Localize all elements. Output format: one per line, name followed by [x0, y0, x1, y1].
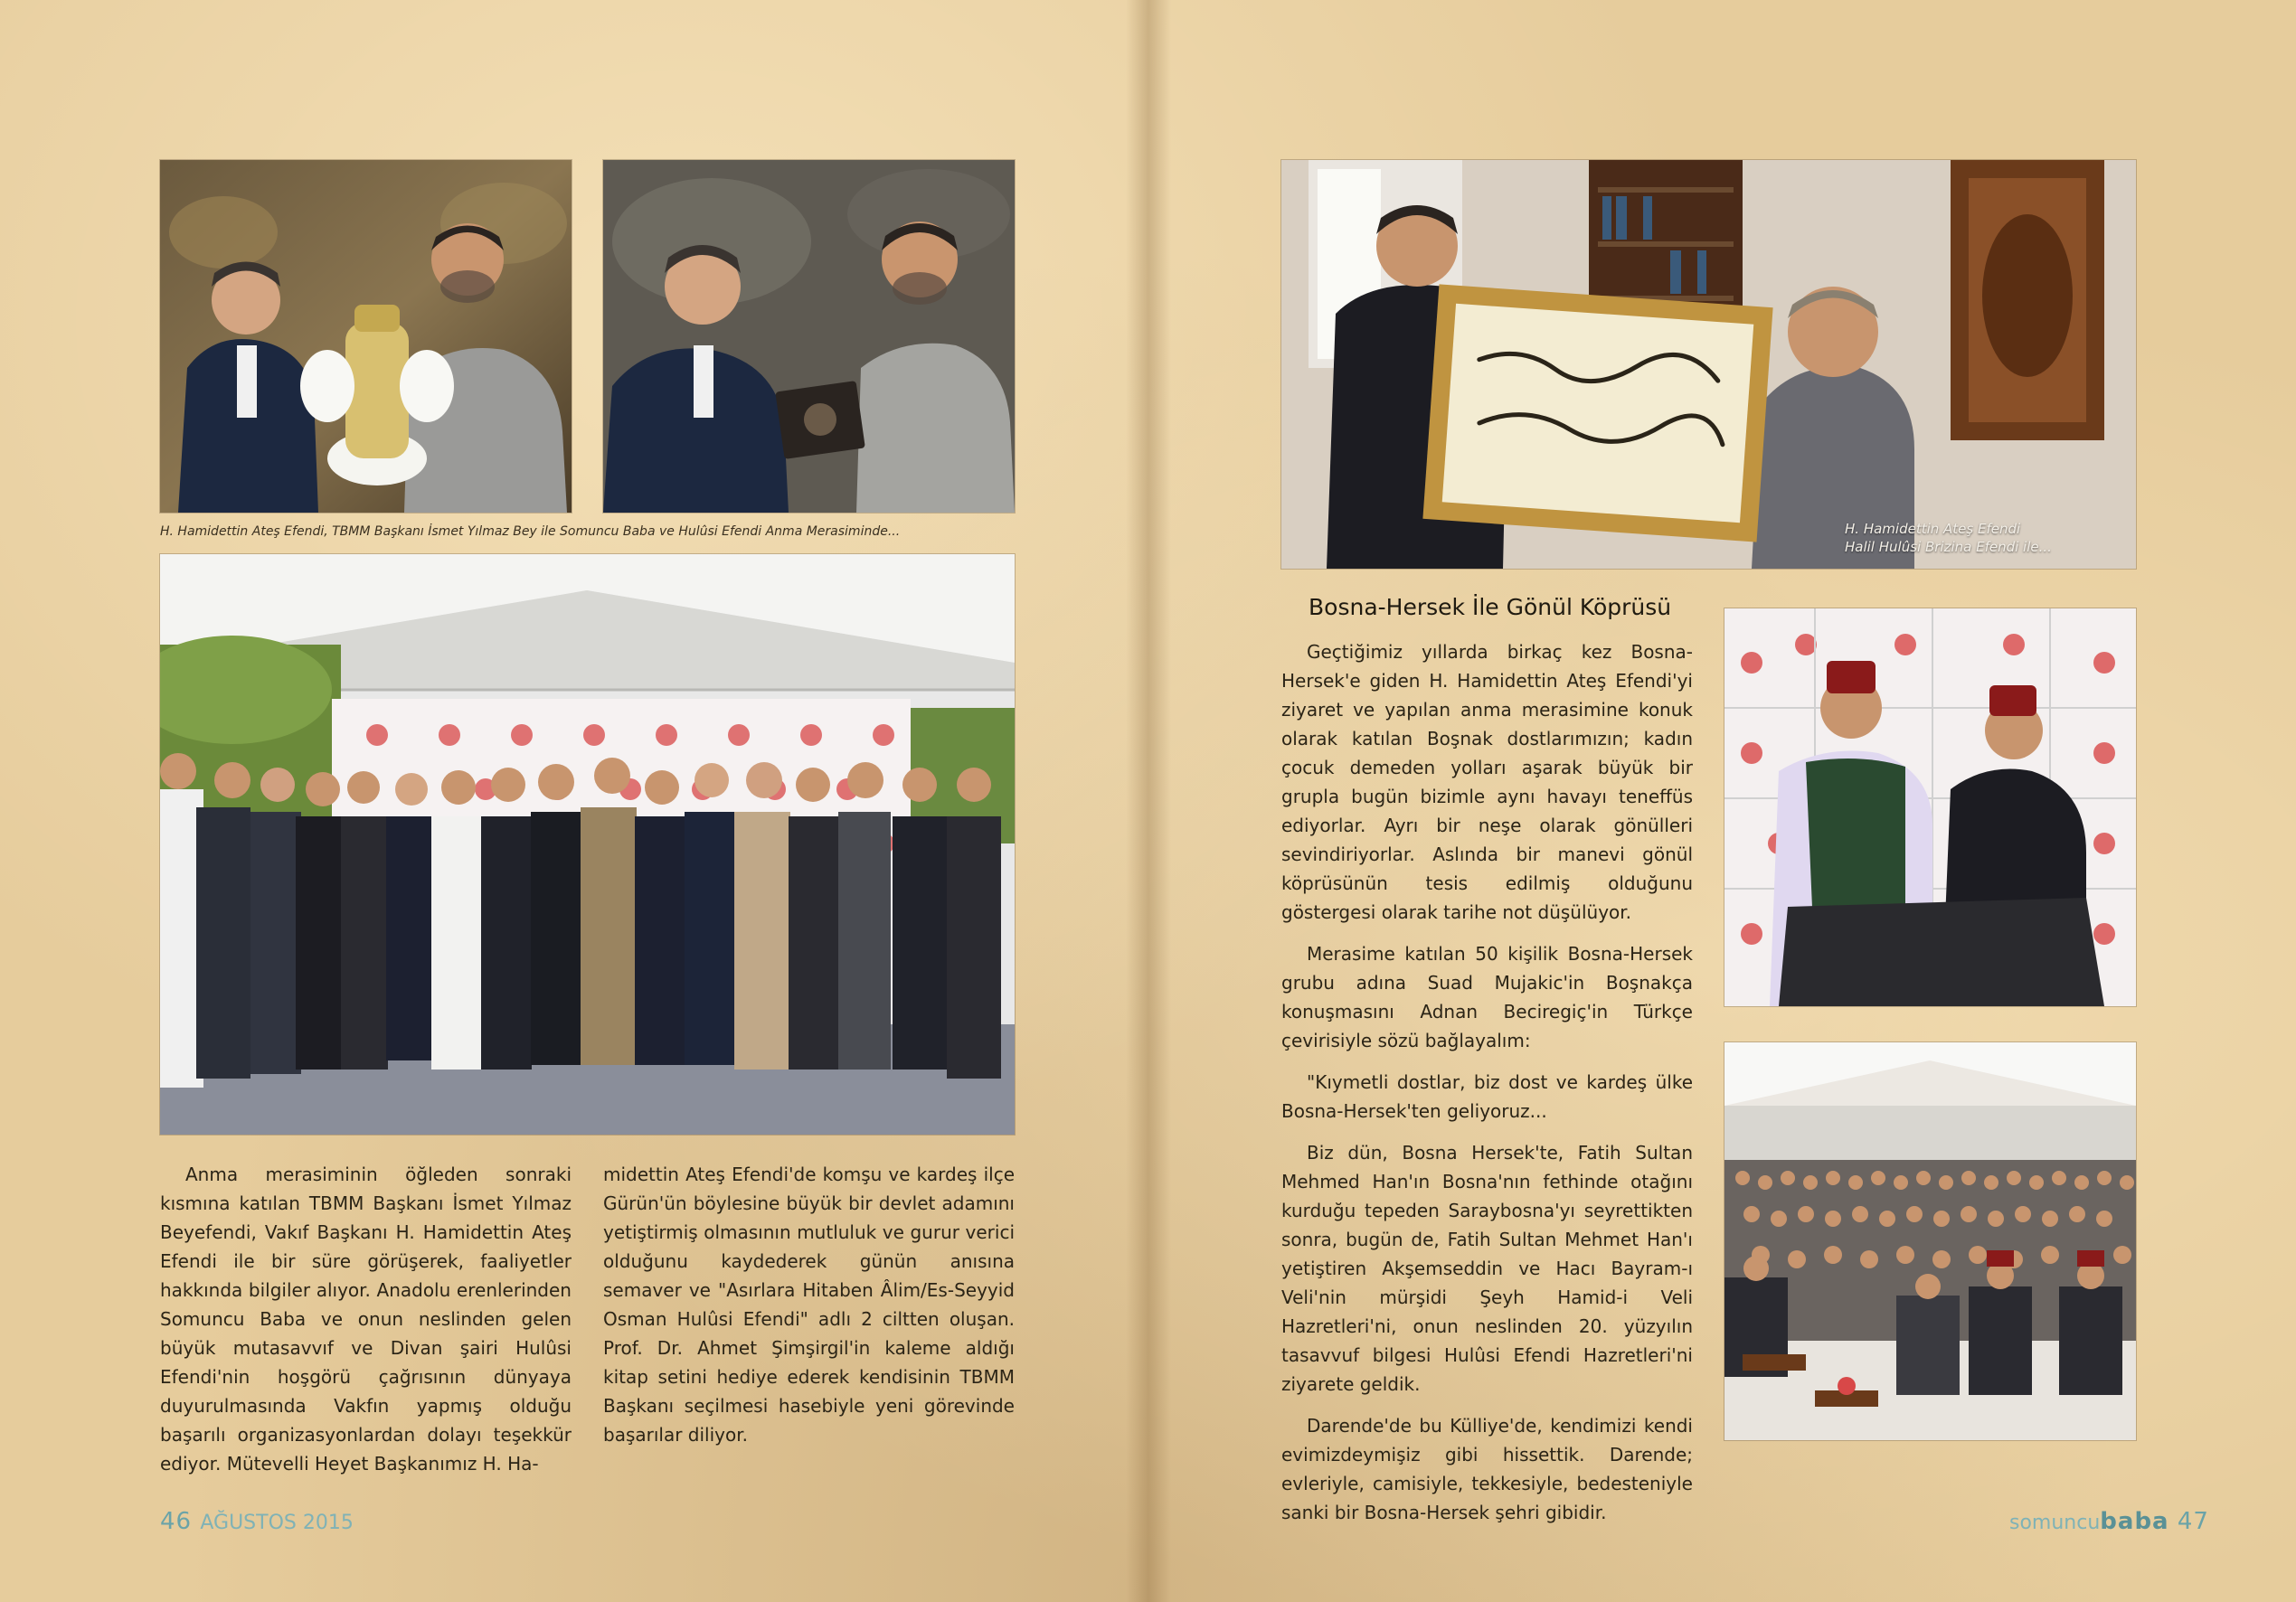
body-paragraph: Anma merasiminin öğleden sonraki kısmına katılan TBMM Başkanı İsmet Yılmaz Beyefendi, Vakıf Başkanı H. Hamidettin Ateş Efendi ile bir süre görüşerek, faaliyetler hakkında bilgiler alıyor. Anadolu erenlerinden Somuncu Baba ve onun neslinden gelen büyük mutasavvıf ve Divan şairi Hulûsi Efendi'nin hoşgörü çağrısının dünyaya duyurulmasında Vakfın yapmış olduğu başarılı organizasyonlardan dolayı teşekkür ediyor. Mütevelli Heyet Başkanımız H. Ha- [160, 1164, 572, 1475]
photo-audience-tent [1724, 1042, 2136, 1440]
page-folio-right [2009, 1508, 2209, 1535]
page-folio-left [160, 1508, 354, 1535]
body-paragraph: "Kıymetli dostlar, biz dost ve kardeş ülke Bosna-Hersek'ten geliyoruz... [1281, 1071, 1693, 1122]
body-paragraph: Geçtiğimiz yıllarda birkaç kez Bosna- Hersek'e giden H. Hamidettin Ateş Efendi'yi ziyaret ve yapılan anma merasimine konuk olarak katılan Boşnak dostlarımızın; kadın çocuk demeden yolları aşarak büyük bir grupla bugün bizimle aynı havayı teneffüs ediyorlar. Ayrı bir neşe olarak gönülleri sevindiriyorlar. Aslında bir manevi gönül köprüsünün tesis edilmiş olduğunu göstergesi olarak tarihe not düşülüyor. [1281, 641, 1693, 923]
photo-caption-top-left: H. Hamidettin Ateş Efendi, TBMM Başkanı İsmet Yılmaz Bey ile Somuncu Baba ve Hulûsi Efendi Anma Merasiminde... [160, 524, 901, 539]
section-title: Bosna-Hersek İle Gönül Köprüsü [1309, 594, 1672, 620]
issue-date: AĞUSTOS 2015 [200, 1512, 354, 1534]
article-column-left-1 [160, 1160, 572, 1491]
photo-podium-speakers [1724, 608, 2136, 1006]
page-number: 47 [2177, 1508, 2209, 1535]
brand-bold: baba [2100, 1508, 2169, 1535]
photo-calligraphy-gift [1281, 160, 2136, 569]
article-column-right [1281, 637, 1693, 1540]
spine-gutter [1126, 0, 1171, 1602]
body-paragraph: midettin Ateş Efendi'de komşu ve kardeş ilçe Gürün'ün böylesine büyük bir devlet adamını yetiştirmiş olmasının mutluluk ve gurur verici olduğunu kaydederek günün anısına semaver ve "Asırlara Hitaben Âlim/Es-Seyyid Osman Hulûsi Efendi" adlı 2 ciltten oluşan. Prof. Dr. Ahmet Şimşirgil'in kaleme aldığı kitap setini hediye ederek kendisinin TBMM Başkanı seçilmesi hasebiyle yeni görevinde başarılar diliyor. [603, 1164, 1015, 1446]
photo-samovar-gift [160, 160, 572, 513]
caption-line: Halil Hulûsi Brizina Efendi ile... [1845, 539, 2052, 555]
caption-line: H. Hamidettin Ateş Efendi [1845, 521, 2021, 537]
page-number: 46 [160, 1508, 193, 1535]
article-column-left-2 [603, 1160, 1015, 1462]
brand-light: somuncu [2009, 1512, 2101, 1534]
magazine-brand [2009, 1508, 2169, 1535]
photo-plaque-exchange [603, 160, 1015, 513]
body-paragraph: Biz dün, Bosna Hersek'te, Fatih Sultan Mehmed Han'ın Bosna'nın fethinde otağını kurduğu tepeden Saraybosna'yı seyrettikten sonra, bugün de, Fatih Sultan Mehmet Han'ı yetiştiren Akşemseddin ve Hacı Bayram-ı Veli'nin mürşidi Şeyh Hamid-i Veli Hazretleri'ni, onun neslinden 20. yüzyılın tasavvuf bilgesi Hulûsi Efendi Hazretleri'ni ziyarete geldik. [1281, 1142, 1693, 1395]
body-paragraph: Merasime katılan 50 kişilik Bosna-Hersek grubu adına Suad Mujakic'in Boşnakça konuşmasını Adnan Beciregiç'in Türkçe çevirisiyle sözü bağlayalım: [1281, 943, 1693, 1051]
photo-group-tent [160, 554, 1015, 1135]
photo-caption-calligraphy [1845, 520, 2116, 556]
body-paragraph: Darende'de bu Külliye'de, kendimizi kendi evimizdeymişiz gibi hissettik. Darende; evleriyle, camisiyle, tekkesiyle, bedesteniyle sanki bir Bosna-Hersek şehri gibidir. [1281, 1415, 1693, 1523]
